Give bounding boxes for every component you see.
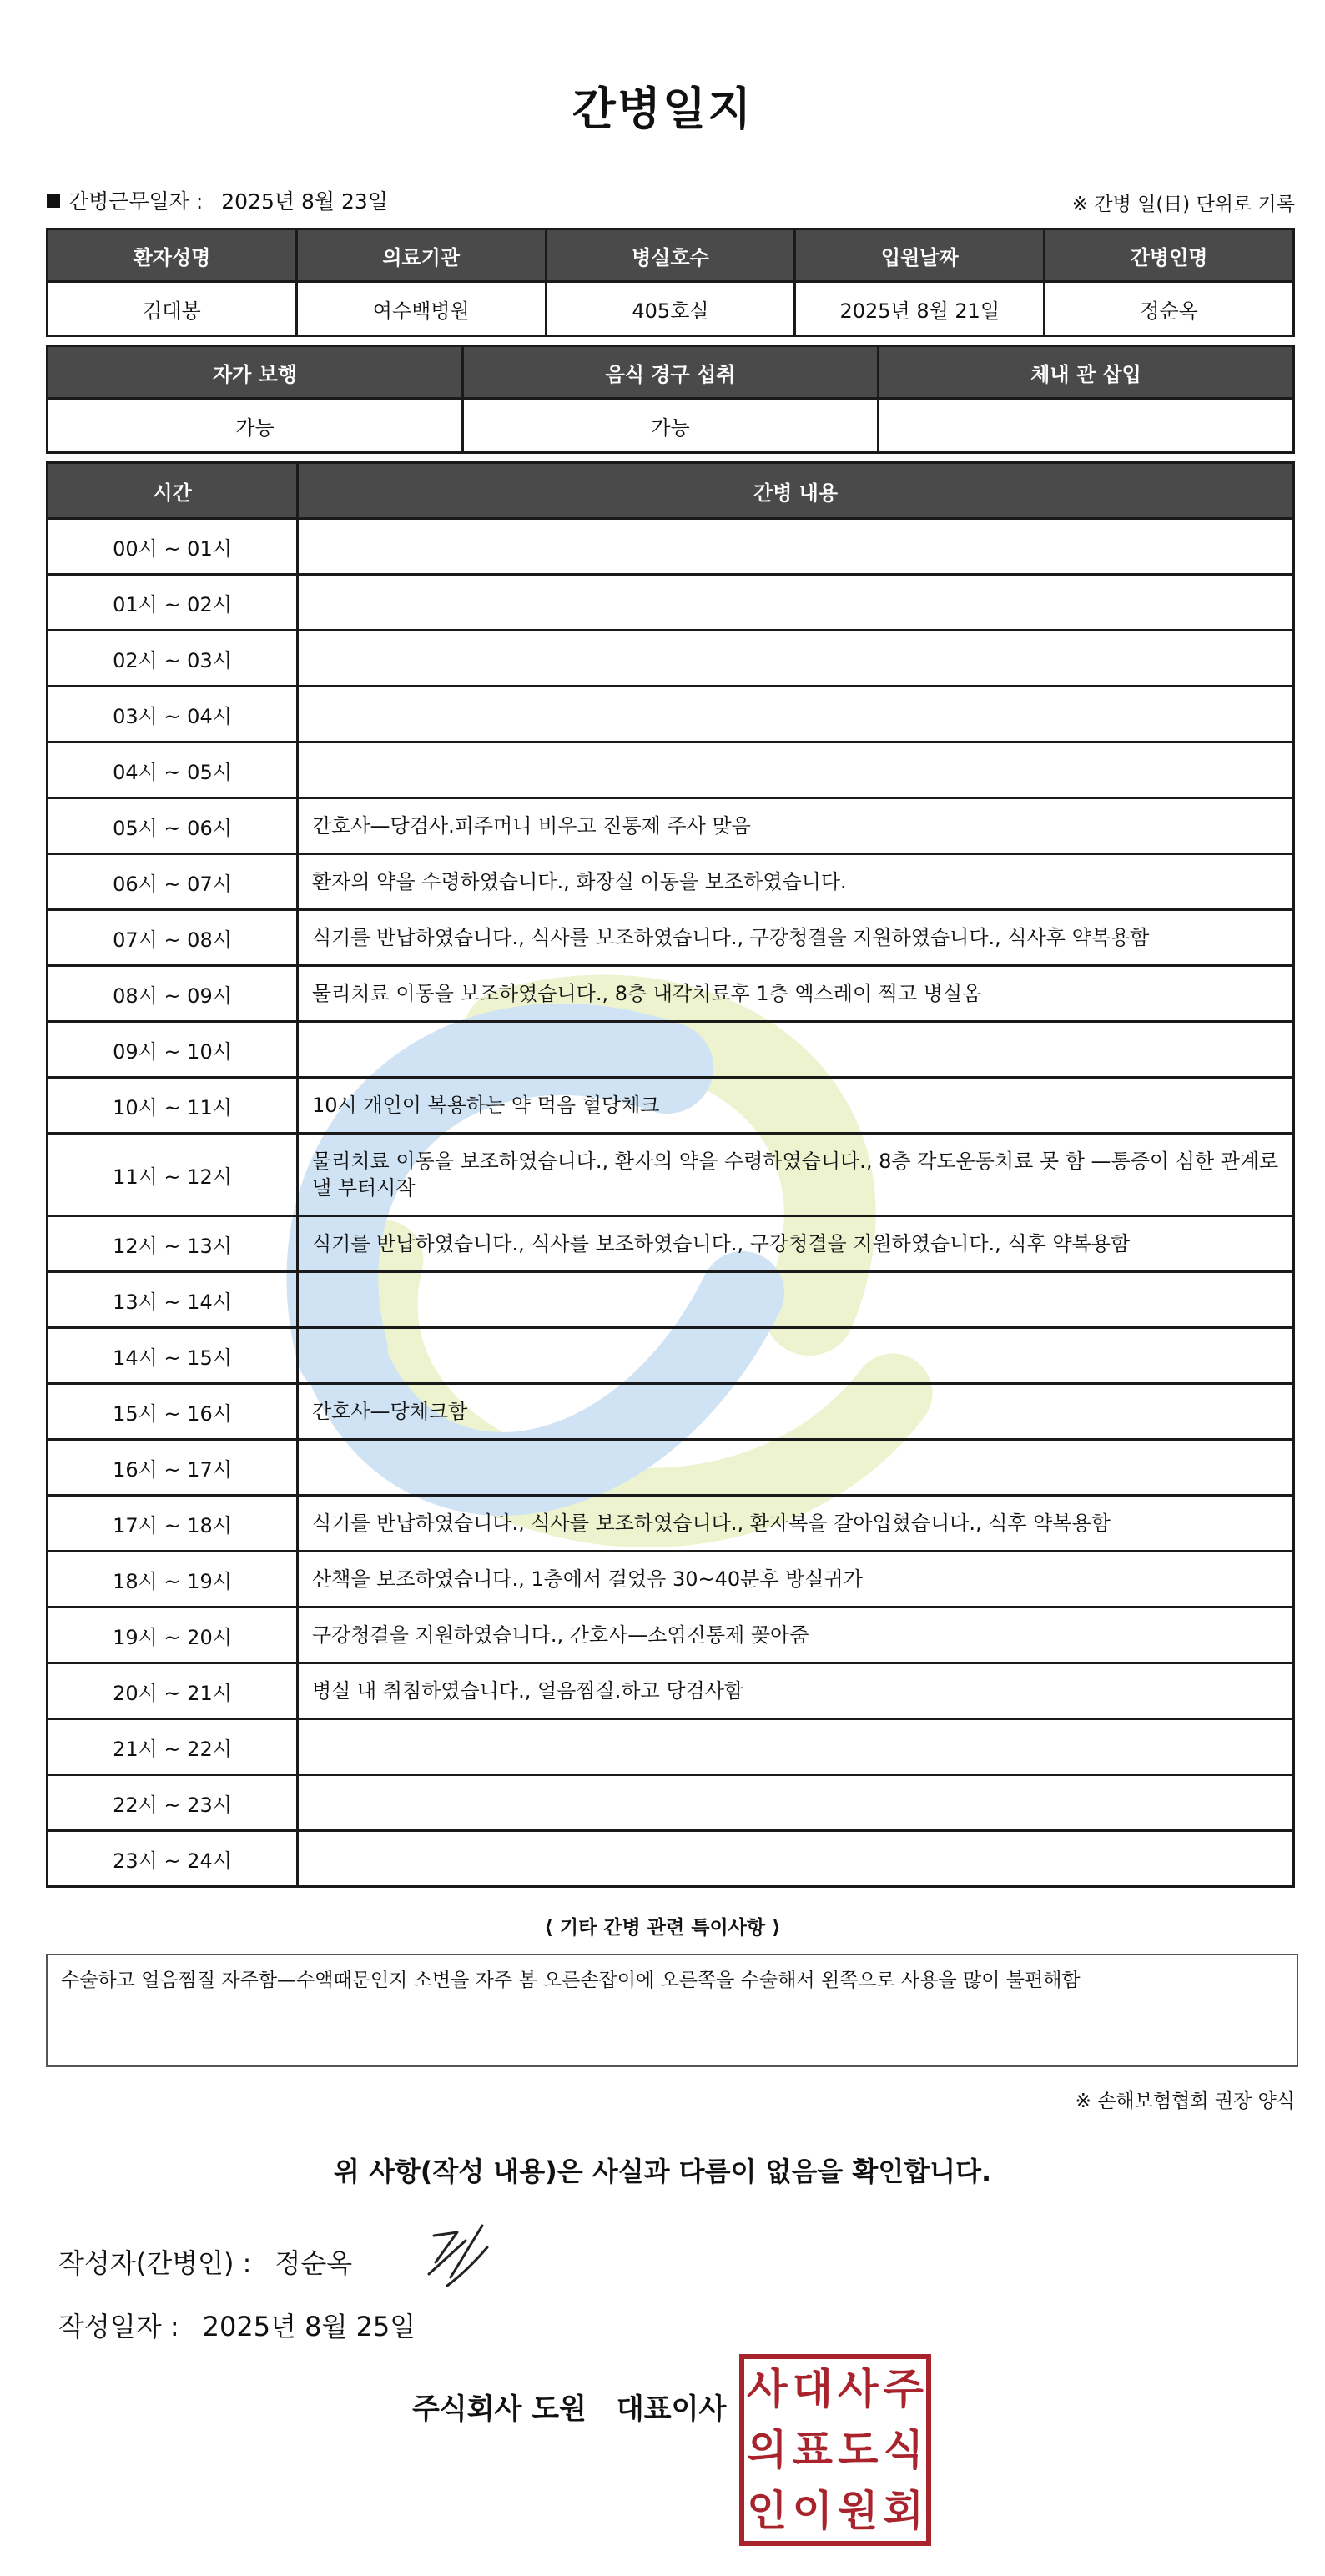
- table-row: [48, 1440, 1294, 1496]
- work-date-label: 간병근무일자 :: [68, 189, 204, 214]
- log-time: 03시 ~ 04시: [48, 687, 298, 742]
- table-row: [48, 1831, 1294, 1887]
- log-time: 22시 ~ 23시: [48, 1775, 298, 1831]
- log-content: 병실 내 취침하였습니다., 얼음찜질.하고 당검사함: [298, 1663, 1294, 1719]
- table-row: [48, 1663, 1294, 1719]
- table-row: [48, 854, 1294, 910]
- header-caregiver: 간병인명: [1045, 229, 1294, 282]
- table-row: [48, 575, 1294, 631]
- tube-status: [879, 399, 1294, 453]
- log-content: [298, 1775, 1294, 1831]
- log-content: 식기를 반납하였습니다., 식사를 보조하였습니다., 구강청결을 지원하였습니다., 식후 약복용함: [298, 1216, 1294, 1272]
- log-time: 17시 ~ 18시: [48, 1496, 298, 1552]
- log-content: [298, 1719, 1294, 1775]
- table-row: [48, 1134, 1294, 1216]
- seal-character: 대: [792, 2365, 833, 2414]
- write-date-value: 2025년 8월 25일: [202, 2311, 416, 2342]
- table-row: [48, 798, 1294, 854]
- patient-info-table: [46, 228, 1295, 337]
- header-oral-intake: 음식 경구 섭취: [463, 346, 879, 399]
- table-row: [48, 1328, 1294, 1384]
- log-time: 14시 ~ 15시: [48, 1328, 298, 1384]
- notes-content: 수술하고 얼음찜질 자주함—수액때문인지 소변을 자주 봄 오른손잡이에 오른쪽을 수술해서 왼쪽으로 사용을 많이 불편해함: [46, 1954, 1298, 2067]
- seal-character: 사: [838, 2365, 879, 2414]
- header-time: 시간: [48, 463, 298, 519]
- seal-character: 의: [747, 2425, 788, 2474]
- seal-character: 도: [838, 2425, 879, 2474]
- notes-title: ⟨ 기타 간병 관련 특이사항 ⟩: [544, 1917, 781, 1939]
- room-number: 405호실: [546, 282, 795, 336]
- log-content: [298, 1831, 1294, 1887]
- log-time: 20시 ~ 21시: [48, 1663, 298, 1719]
- hospital-name: 여수백병원: [296, 282, 546, 336]
- table-row: [48, 1272, 1294, 1328]
- log-content: 10시 개인이 복용하는 약 먹음 혈당체크: [298, 1078, 1294, 1134]
- log-content: 구강청결을 지원하였습니다., 간호사—소염진통제 꽂아줌: [298, 1607, 1294, 1663]
- patient-name: 김대봉: [48, 282, 297, 336]
- log-time: 02시 ~ 03시: [48, 631, 298, 687]
- table-row: [48, 742, 1294, 798]
- log-content: [298, 687, 1294, 742]
- table-row: [48, 1022, 1294, 1078]
- header-hospital: 의료기관: [296, 229, 546, 282]
- log-content: 산책을 보조하였습니다., 1층에서 걸었음 30~40분후 방실귀가: [298, 1552, 1294, 1607]
- work-date-value: 2025년 8월 23일: [221, 189, 388, 214]
- log-content: 물리치료 이동을 보조하였습니다., 8층 내각치료후 1층 엑스레이 찍고 병실옴: [298, 966, 1294, 1022]
- table-row: [48, 910, 1294, 966]
- log-time: 09시 ~ 10시: [48, 1022, 298, 1078]
- log-time: 12시 ~ 13시: [48, 1216, 298, 1272]
- log-content: [298, 1022, 1294, 1078]
- patient-status-table: [46, 345, 1295, 454]
- seal-character: 원: [838, 2486, 879, 2535]
- signature-mark: [417, 2219, 501, 2294]
- log-content: 환자의 약을 수령하였습니다., 화장실 이동을 보조하였습니다.: [298, 854, 1294, 910]
- log-time: 08시 ~ 09시: [48, 966, 298, 1022]
- table-row: [48, 1607, 1294, 1663]
- seal-character: 주: [883, 2365, 924, 2414]
- company-name: 주식회사 도원: [412, 2392, 587, 2426]
- header-walking: 자가 보행: [48, 346, 463, 399]
- log-time: 04시 ~ 05시: [48, 742, 298, 798]
- company-seal: [739, 2354, 931, 2546]
- log-content: 간호사—당체크함: [298, 1384, 1294, 1440]
- log-time: 19시 ~ 20시: [48, 1607, 298, 1663]
- log-time: 15시 ~ 16시: [48, 1384, 298, 1440]
- walking-status: 가능: [48, 399, 463, 453]
- log-time: 13시 ~ 14시: [48, 1272, 298, 1328]
- document-title: 간병일지: [572, 83, 753, 135]
- log-content: [298, 1272, 1294, 1328]
- log-content: [298, 1440, 1294, 1496]
- log-time: 10시 ~ 11시: [48, 1078, 298, 1134]
- unit-note: ※ 간병 일(日) 단위로 기록: [1071, 194, 1295, 215]
- seal-character: 회: [883, 2486, 924, 2535]
- care-log-table: [46, 461, 1295, 1888]
- log-time: 01시 ~ 02시: [48, 575, 298, 631]
- work-date: [47, 185, 388, 215]
- caregiver-name: 정순옥: [1045, 282, 1294, 336]
- seal-character: 사: [747, 2365, 788, 2414]
- log-content: 식기를 반납하였습니다., 식사를 보조하였습니다., 환자복을 갈아입혔습니다., 식후 약복용함: [298, 1496, 1294, 1552]
- log-content: [298, 1328, 1294, 1384]
- header-admission-date: 입원날짜: [795, 229, 1045, 282]
- writer-name: 정순옥: [275, 2247, 353, 2279]
- header-care-content: 간병 내용: [298, 463, 1294, 519]
- form-note: ※ 손해보험협회 권장 양식: [1075, 2090, 1295, 2112]
- log-content: 식기를 반납하였습니다., 식사를 보조하였습니다., 구강청결을 지원하였습니다., 식사후 약복용함: [298, 910, 1294, 966]
- log-content: [298, 742, 1294, 798]
- header-room: 병실호수: [546, 229, 795, 282]
- header-tube: 체내 관 삽입: [879, 346, 1294, 399]
- write-date-line: [58, 2306, 416, 2344]
- table-row: [48, 1078, 1294, 1134]
- seal-character: 이: [792, 2486, 833, 2535]
- table-row: [48, 1775, 1294, 1831]
- admission-date: 2025년 8월 21일: [795, 282, 1045, 336]
- company-signature-line: [412, 2386, 726, 2427]
- confirmation-statement: 위 사항(작성 내용)은 사실과 다름이 없음을 확인합니다.: [333, 2156, 992, 2187]
- table-row: [48, 519, 1294, 575]
- table-row: [48, 1496, 1294, 1552]
- log-time: 18시 ~ 19시: [48, 1552, 298, 1607]
- writer-label: 작성자(간병인) :: [58, 2247, 252, 2279]
- table-row: [48, 1216, 1294, 1272]
- write-date-label: 작성일자 :: [58, 2311, 179, 2342]
- log-content: [298, 575, 1294, 631]
- log-time: 05시 ~ 06시: [48, 798, 298, 854]
- writer-line: [58, 2242, 352, 2281]
- square-bullet-icon: [47, 194, 60, 208]
- log-content: [298, 631, 1294, 687]
- header-patient-name: 환자성명: [48, 229, 297, 282]
- seal-character: 식: [883, 2425, 924, 2474]
- log-time: 07시 ~ 08시: [48, 910, 298, 966]
- log-time: 11시 ~ 12시: [48, 1134, 298, 1216]
- table-row: [48, 966, 1294, 1022]
- oral-intake-status: 가능: [463, 399, 879, 453]
- representative-title: 대표이사: [616, 2392, 727, 2426]
- table-row: [48, 1552, 1294, 1607]
- log-time: 21시 ~ 22시: [48, 1719, 298, 1775]
- table-row: [48, 1719, 1294, 1775]
- log-content: 간호사—당검사.피주머니 비우고 진통제 주사 맞음: [298, 798, 1294, 854]
- log-content: 물리치료 이동을 보조하였습니다., 환자의 약을 수령하였습니다., 8층 각도운동치료 못 함 —통증이 심한 관계로 낼 부터시작: [298, 1134, 1294, 1216]
- seal-grid: [744, 2359, 926, 2541]
- log-content: [298, 519, 1294, 575]
- seal-character: 표: [792, 2425, 833, 2474]
- table-row: [48, 1384, 1294, 1440]
- log-time: 16시 ~ 17시: [48, 1440, 298, 1496]
- seal-character: 인: [747, 2486, 788, 2535]
- log-time: 06시 ~ 07시: [48, 854, 298, 910]
- table-row: [48, 631, 1294, 687]
- log-time: 23시 ~ 24시: [48, 1831, 298, 1887]
- log-time: 00시 ~ 01시: [48, 519, 298, 575]
- table-row: [48, 687, 1294, 742]
